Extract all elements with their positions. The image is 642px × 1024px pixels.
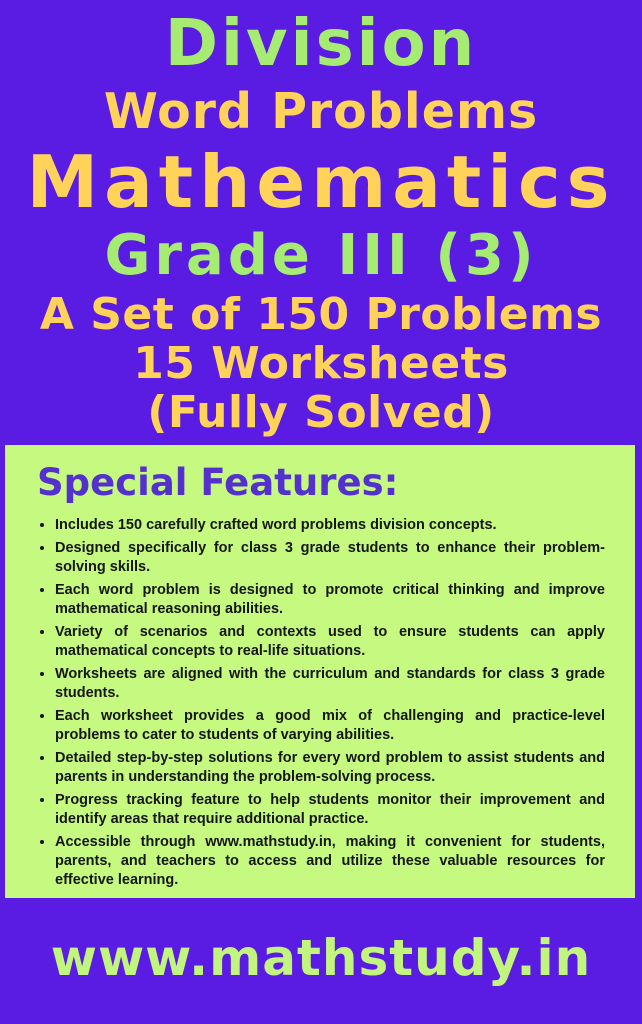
feature-item: • Worksheets are aligned with the curriculum and standards for class 3 grade students. [55,664,605,703]
feature-item: • Progress tracking feature to help students monitor their improvement and identify areas that require additional practice. [55,790,605,829]
title-worksheets: 15 Worksheets [133,338,509,389]
title-word-problems: Word Problems [103,83,539,140]
features-heading: Special Features: [37,461,399,504]
feature-item: • Designed specifically for class 3 grade students to enhance their problem-solving skills. [55,538,605,577]
features-panel [5,445,635,898]
feature-item: • Detailed step-by-step solutions for every word problem to assist students and parents in understanding the problem-solving process. [55,748,605,787]
feature-item: • Each word problem is designed to promote critical thinking and improve mathematical reasoning abilities. [55,580,605,619]
feature-item: • Accessible through www.mathstudy.in, making it convenient for students, parents, and teachers to access and utilize these valuable resources for effective learning. [55,832,605,890]
title-fully-solved: (Fully Solved) [147,387,495,438]
footer [0,898,642,1024]
title-mathematics: Mathematics [26,140,616,224]
title-set-count: A Set of 150 Problems [39,289,603,340]
feature-item: • Variety of scenarios and contexts used to ensure students can apply mathematical concepts to real-life situations. [55,622,605,661]
title-grade: Grade III (3) [104,223,538,288]
features-list [35,515,605,890]
feature-item: • Includes 150 carefully crafted word problems division concepts. [55,515,605,535]
website-url: www.mathstudy.in [50,929,592,987]
feature-item: • Each worksheet provides a good mix of challenging and practice-level problems to cater to students of varying abilities. [55,706,605,745]
title-division: Division [164,7,478,81]
title-block [0,0,642,445]
